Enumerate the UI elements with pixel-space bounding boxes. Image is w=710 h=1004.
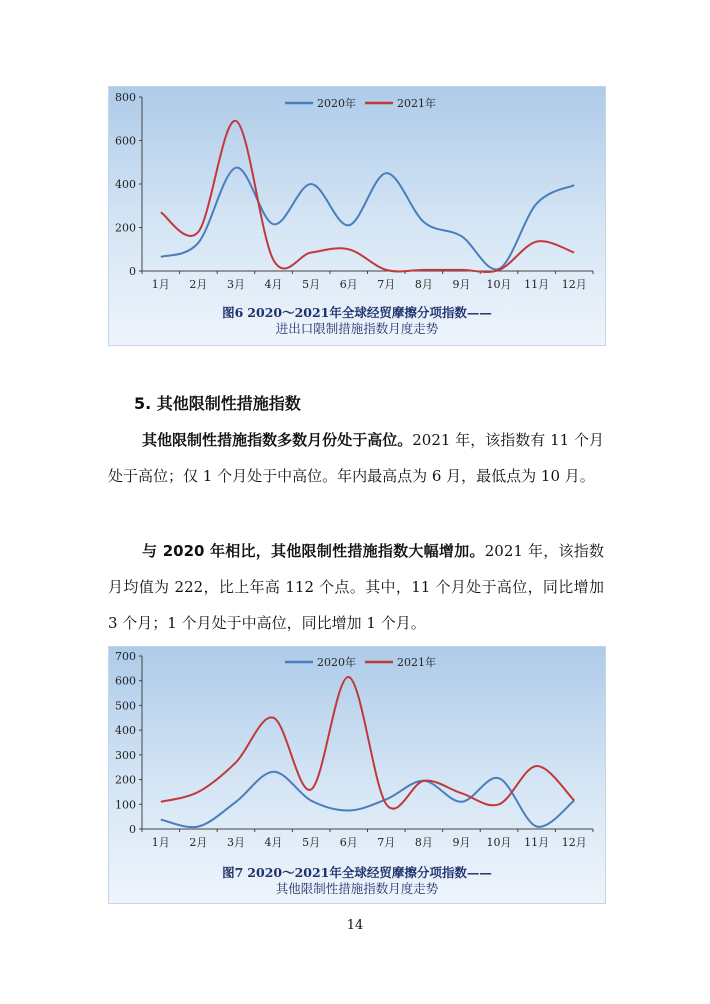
figure-7-caption-line1: 2020～2021年全球经贸摩擦分项指数—— — [247, 865, 492, 880]
section-heading: 5. 其他限制性措施指数 — [134, 394, 301, 413]
figure-6-number: 图6 — [222, 305, 244, 320]
x-tick-label: 2月 — [189, 278, 208, 291]
paragraph-2 — [108, 533, 604, 641]
figure-6 — [108, 86, 606, 346]
y-tick-label: 0 — [129, 265, 136, 278]
paragraph-1-body: 2021 年，该指数有 11 个月处于高位；仅 1 个月处于中高位。年内最高点为 6 月，最低点为 10 月。 — [108, 431, 604, 485]
x-tick-label: 5月 — [302, 278, 321, 291]
x-tick-label: 7月 — [377, 836, 396, 849]
paragraph-1 — [108, 422, 604, 494]
y-tick-label: 500 — [115, 699, 136, 713]
x-tick-label: 3月 — [226, 836, 245, 849]
x-tick-label: 5月 — [302, 836, 321, 849]
figure-6-caption-line2: 进出口限制措施指数月度走势 — [275, 321, 439, 336]
x-tick-label: 1月 — [151, 836, 170, 849]
x-tick-label: 1月 — [151, 278, 170, 291]
x-tick-label: 12月 — [561, 278, 587, 291]
y-tick-label: 800 — [115, 91, 136, 104]
x-tick-label: 3月 — [226, 278, 245, 291]
figure-7-number: 图7 — [222, 865, 244, 880]
y-tick-label: 700 — [115, 650, 136, 663]
x-tick-label: 9月 — [452, 278, 471, 291]
figure-7 — [108, 646, 606, 904]
legend-label: 2020年 — [317, 656, 356, 669]
x-tick-label: 10月 — [486, 278, 512, 291]
x-tick-label: 6月 — [339, 278, 358, 291]
x-tick-label: 7月 — [377, 278, 396, 291]
series-line-2020 — [161, 772, 574, 827]
x-tick-label: 4月 — [264, 278, 283, 291]
x-tick-label: 4月 — [264, 836, 283, 849]
x-tick-label: 6月 — [339, 836, 358, 849]
figure-7-caption-line2: 其他限制性措施指数月度走势 — [275, 881, 439, 896]
x-tick-label: 2月 — [189, 836, 208, 849]
x-tick-label: 9月 — [452, 836, 471, 849]
figure-6-caption-line1: 2020～2021年全球经贸摩擦分项指数—— — [247, 305, 492, 320]
x-tick-label: 11月 — [524, 278, 550, 291]
y-tick-label: 400 — [115, 178, 136, 191]
y-tick-label: 600 — [115, 134, 136, 148]
figure-7-caption — [109, 865, 605, 897]
x-tick-label: 8月 — [414, 278, 433, 291]
paragraph-1-lead: 其他限制性措施指数多数月份处于高位。 — [142, 431, 413, 449]
x-tick-label: 10月 — [486, 836, 512, 849]
y-tick-label: 100 — [115, 798, 136, 812]
legend-label: 2021年 — [397, 97, 436, 110]
legend-label: 2021年 — [397, 656, 436, 669]
y-tick-label: 0 — [129, 823, 136, 836]
series-line-2020 — [161, 168, 574, 270]
legend-label: 2020年 — [317, 97, 356, 110]
y-tick-label: 300 — [115, 748, 136, 762]
figure-6-caption — [109, 305, 605, 337]
y-tick-label: 400 — [115, 724, 136, 738]
x-tick-label: 12月 — [561, 836, 587, 849]
series-line-2021 — [161, 677, 574, 809]
x-tick-label: 8月 — [414, 836, 433, 849]
paragraph-2-lead: 与 2020 年相比，其他限制性措施指数大幅增加。 — [142, 542, 485, 560]
y-tick-label: 200 — [115, 221, 136, 235]
page-number: 14 — [346, 918, 364, 933]
y-tick-label: 200 — [115, 773, 136, 787]
x-tick-label: 11月 — [524, 836, 550, 849]
paragraph-2-body: 2021 年，该指数月均值为 222，比上年高 112 个点。其中，11 个月处于高位，同比增加 3 个月；1 个月处于中高位，同比增加 1 个月。 — [108, 542, 604, 632]
y-tick-label: 600 — [115, 674, 136, 688]
